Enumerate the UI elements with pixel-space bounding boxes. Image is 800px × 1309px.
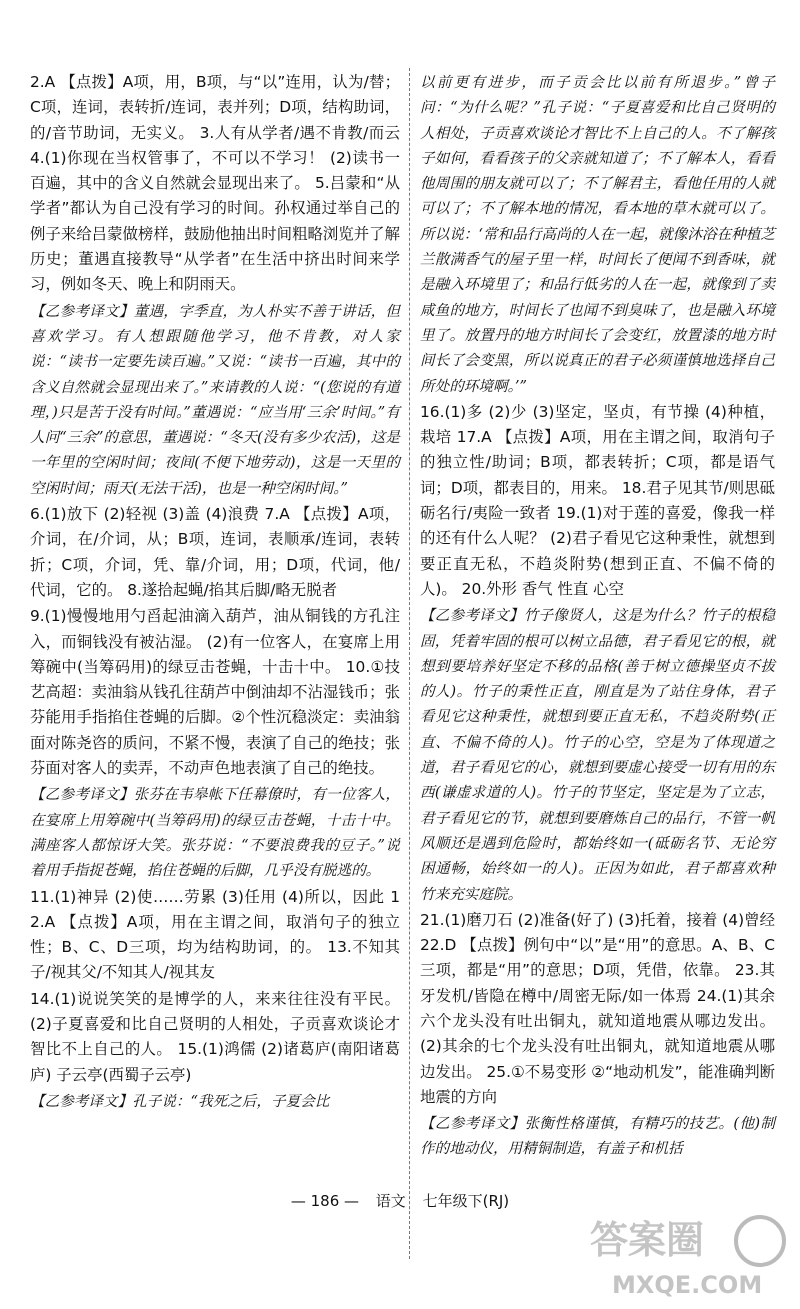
- translation-paragraph: 【乙参考译文】张芬在韦皋帐下任幕僚时，有一位客人，在宴席上用筹碗中(当筹码用)的绿豆击苍蝇，十击十中。满座客人都惊讶大笑。张芬说：“不要浪费我的豆子。”说着用手指捉苍蝇，掐住苍蝇的后脚，几乎没有脱逃的。: [30, 786, 400, 880]
- paragraph: 6.(1)放下 (2)轻视 (3)盖 (4)浪费 7.A 【点拨】A项，介词，在/介词，从；B项，连词，表顺承/连词，表转折；C项，介词，凭、靠/介词，用；D项，代词，他/代词，它的。 8.遂拾起蝇/掐其后脚/略无脱者: [30, 505, 400, 599]
- paragraph: 14.(1)说说笑笑的是博学的人，来来往往没有平民。 (2)子夏喜爱和比自己贤明的人相处，子贡喜欢谈论才智比不上自己的人。 15.(1)鸿儒 (2)诸葛庐(南阳诸葛庐) 子云亭(西蜀子云亭): [30, 989, 400, 1084]
- left-column: [30, 70, 400, 1259]
- column-divider: [409, 68, 410, 1259]
- paragraph: 21.(1)磨刀石 (2)准备(好了) (3)托着，接着 (4)曾经 22.D 【点拨】例句中“以”是“用”的意思。A、B、C三项，都是“用”的意思；D项，凭借，依靠。 23.其牙发机/皆隐在樽中/周密无际/如一体焉 24.(1)其余六个龙头没有吐出铜丸，就知道地震从哪边发出。 (2)其余的七个龙头没有吐出铜丸，就知道地震从哪边发出。 25.①不易变形 ②“地动机发”，能准确判断地震的方向: [420, 910, 775, 1106]
- page-number: — 186 —: [290, 1192, 360, 1210]
- subject-label: 语文: [375, 1192, 406, 1210]
- right-column: [420, 70, 775, 1259]
- grade-label: 七年级下(RJ): [422, 1192, 510, 1210]
- translation-paragraph: 【乙参考译文】竹子像贤人，这是为什么？竹子的根稳固，凭着牢固的根可以树立品德，君子看见它的根，就想到要培养好坚定不移的品格(善于树立德操坚贞不拔的人)。竹子的秉性正直，刚直是为了站住身体，君子看见它这种秉性，就想到要正直无私，不趋炎附势(正直、不偏不倚的人)。竹子的心空，空是为了体现道之道，君子看见它的心，就想到要虚心接受一切有用的东西(谦虚求道的人)。竹子的节坚定，坚定是为了立志，君子看见它的节，就想到要磨炼自己的品行，不管一帆风顺还是遇到危险时，都始终如一(砥砺名节、无论穷困通畅，始终如一的人)。正因为如此，君子都喜欢种竹来充实庭院。: [420, 607, 775, 903]
- translation-paragraph: 【乙参考译文】董遇，字季直，为人朴实不善于讲话，但喜欢学习。有人想跟随他学习，他不肯教，对人家说：“读书一定要先读百遍。”又说：“读书一百遍，其中的含义自然就会显现出来了。”来请教的人说：“(您说的有道理，)只是苦于没有时间。”董遇说：“应当用‘三余’时间。”有人问“三余”的意思，董遇说：“冬天(没有多少农活)，这是一年里的空闲时间；夜间(不便下地劳动)，这是一天里的空闲时间；雨天(无法干活)，也是一种空闲时间。”: [30, 302, 400, 497]
- paragraph: 11.(1)神异 (2)使……劳累 (3)任用 (4)所以，因此 12.A 【点拨】A项，用在主谓之间，取消句子的独立性；B、C、D三项，均为结构助词，的。 13.不知其子/视其父/不知其人/视其友: [30, 887, 400, 982]
- paragraph: 16.(1)多 (2)少 (3)坚定，坚贞，有节操 (4)种植，栽培 17.A 【点拨】A项，用在主谓之间，取消句子的独立性/助词；B项，都表转折；C项，都是语气词；D项，都表目的，用来。 18.君子见其节/则思砥砺名行/夷险一致者 19.(1)对于莲的喜爱，像我一样的还有什么人呢？ (2)君子看见它这种秉性，就想到要正直无私，不趋炎附势(想到正直、不偏不倚的人)。 20.外形 香气 性直 心空: [420, 402, 775, 598]
- watermark-title: 答案圈: [590, 1218, 705, 1262]
- translation-paragraph: 【乙参考译文】孔子说：“我死之后，子夏会比: [30, 1092, 330, 1110]
- paragraph: 2.A 【点拨】A项，用，B项，与“以”连用，认为/替；C项，连词，表转折/连词，表并列；D项，结构助词，的/音节助词，无实义。 3.人有从学者/遇不肯教/而云 4.(1)你现在当权管事了，不可以不学习！ (2)读书一百遍，其中的含义自然就会显现出来了。 5.吕蒙和“从学者”都认为自己没有学习的时间。孙权通过举自己的例子来给吕蒙做榜样，鼓励他抽出时间粗略浏览并了解历史；董遇直接教导“从学者”在生活中挤出时间来学习，例如冬天、晚上和阴雨天。: [30, 73, 400, 294]
- translation-paragraph: 【乙参考译文】张衡性格谨慎，有精巧的技艺。(他)制作的地动仪，用精铜制造，有盖子和机括: [420, 1115, 775, 1158]
- translation-paragraph: 以前更有进步，而子贡会比以前有所退步。”曾子问：“为什么呢？”孔子说：“子夏喜爱和比自己贤明的人相处，子贡喜欢谈论才智比不上自己的人。不了解孩子如何，看看孩子的父亲就知道了；不了解本人，看看他周围的朋友就可以了；不了解君主，看他任用的人就可以了；不了解本地的情况，看本地的草木就可以了。所以说：‘常和品行高尚的人在一起，就像沐浴在种植芝兰散满香气的屋子里一样，时间长了便闻不到香味，就是融入环境里了；和品行低劣的人在一起，就像到了卖咸鱼的地方，时间长了也闻不到臭味了，也是融入环境里了。放置丹的地方时间长了会变红，放置漆的地方时间长了会变黑，所以说真正的君子必须谨慎地选择自己所处的环境啊。’”: [420, 74, 775, 395]
- watermark-logo: [582, 1203, 792, 1303]
- paragraph: 9.(1)慢慢地用勺舀起油滴入葫芦，油从铜钱的方孔注入，而铜钱没有被沾湿。 (2)有一位客人，在宴席上用筹碗中(当筹码用)的绿豆击苍蝇，十击十中。 10.①技艺高超：卖油翁从钱孔往葫芦中倒油却不沾湿钱币；张芬能用手指掐住苍蝇的后脚。②个性沉稳淡定：卖油翁面对陈尧咨的质问，不紧不慢，表演了自己的绝技；张芬面对客人的卖弄，不动声色地表演了自己的绝技。: [30, 607, 400, 778]
- watermark-site: MXQE.COM: [612, 1271, 763, 1299]
